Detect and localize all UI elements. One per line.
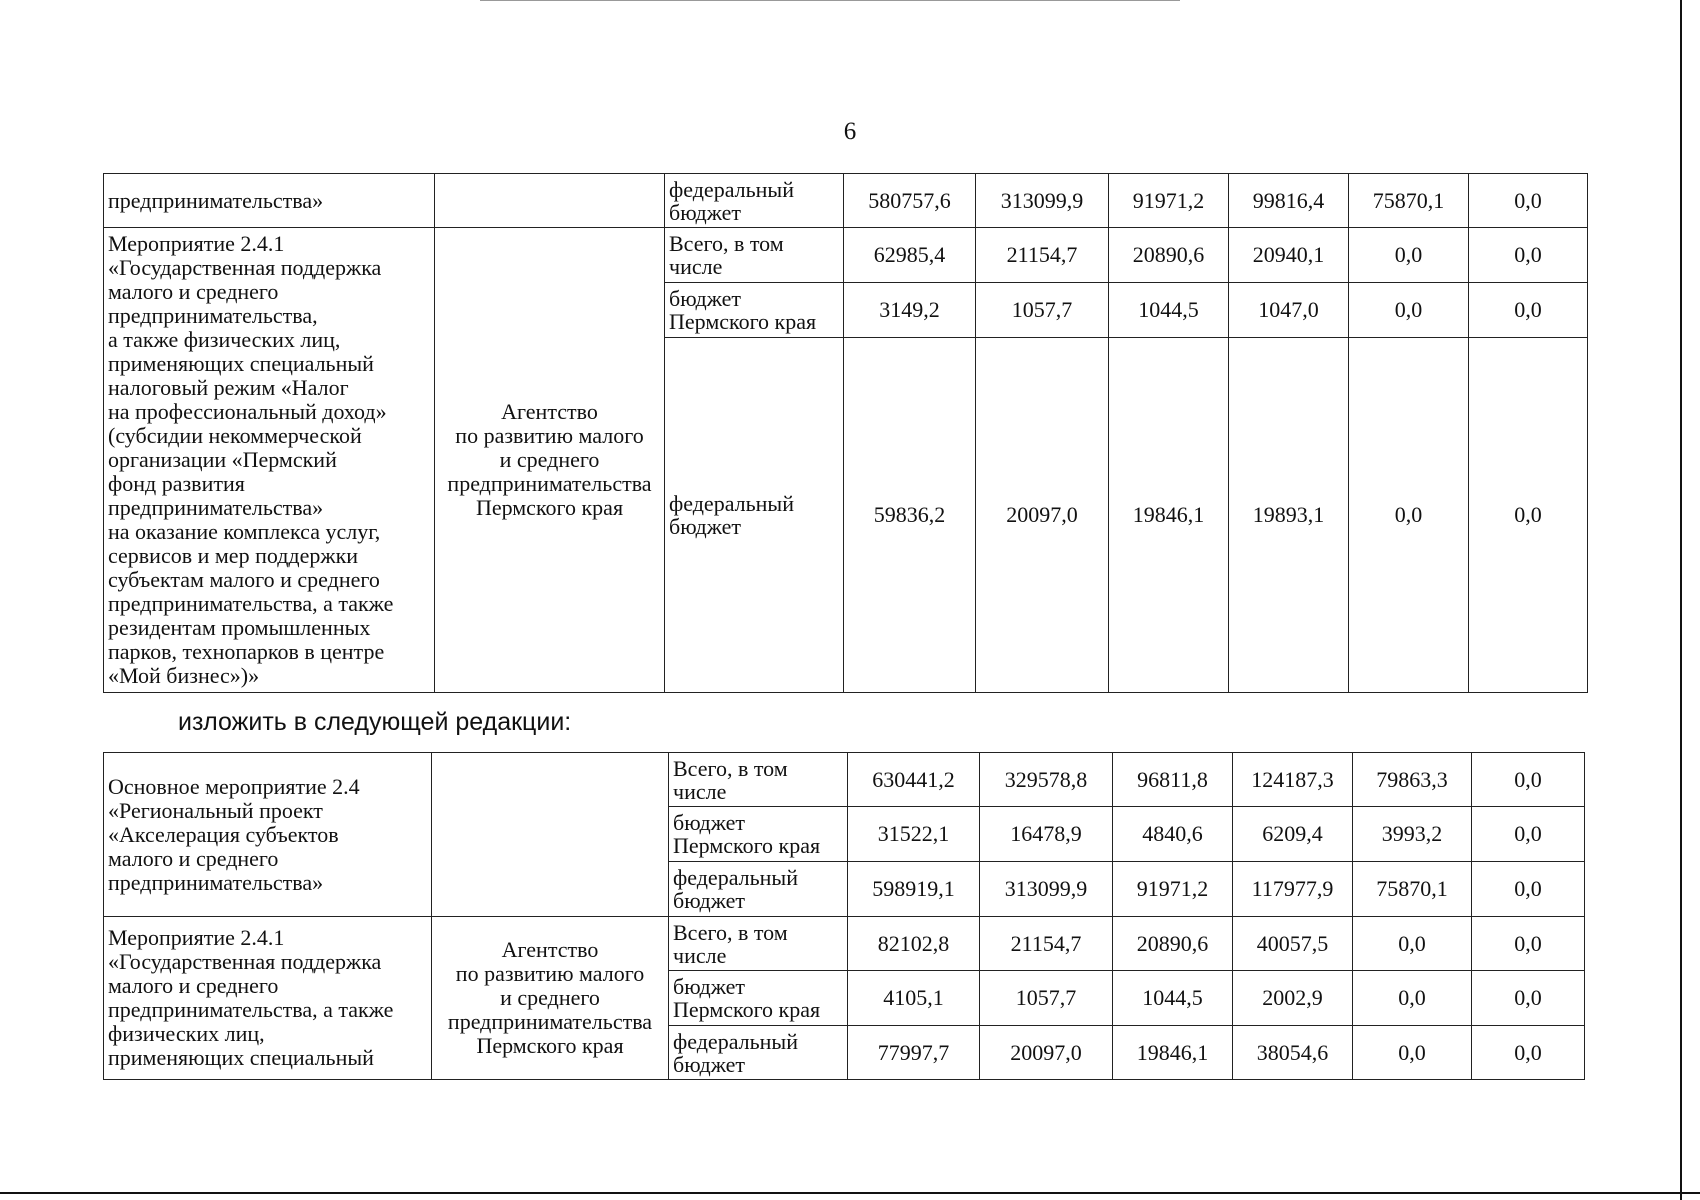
funding-source-cell: федеральный бюджет: [665, 338, 844, 693]
value-cell: 82102,8: [848, 917, 980, 971]
value-cell: 0,0: [1472, 917, 1585, 971]
value-cell: 0,0: [1349, 228, 1469, 283]
value-cell: 19893,1: [1229, 338, 1349, 693]
value-cell: 3993,2: [1353, 807, 1472, 862]
value-cell: 21154,7: [980, 917, 1113, 971]
value-cell: 6209,4: [1233, 807, 1353, 862]
value-cell: 96811,8: [1113, 753, 1233, 807]
value-cell: 31522,1: [848, 807, 980, 862]
funding-source-cell: федеральный бюджет: [669, 1026, 848, 1080]
scan-right-edge: [1680, 0, 1682, 1200]
value-cell: 0,0: [1353, 917, 1472, 971]
activity-name-cell: Основное мероприятие 2.4 «Региональный проект «Акселерация субъектов малого и среднего предпринимательства»: [104, 753, 432, 917]
funding-source-cell: бюджет Пермского края: [665, 283, 844, 338]
value-cell: 19846,1: [1113, 1026, 1233, 1080]
value-cell: 630441,2: [848, 753, 980, 807]
value-cell: 99816,4: [1229, 174, 1349, 228]
value-cell: 598919,1: [848, 862, 980, 917]
value-cell: 91971,2: [1113, 862, 1233, 917]
value-cell: 0,0: [1472, 1026, 1585, 1080]
value-cell: 313099,9: [976, 174, 1109, 228]
funding-source-cell: федеральный бюджет: [665, 174, 844, 228]
value-cell: 91971,2: [1109, 174, 1229, 228]
executor-cell: [435, 174, 665, 228]
funding-source-cell: Всего, в том числе: [669, 917, 848, 971]
funding-source-cell: федеральный бюджет: [669, 862, 848, 917]
table-row: [104, 917, 1585, 971]
executor-cell: [432, 753, 669, 917]
value-cell: 0,0: [1353, 1026, 1472, 1080]
budget-table-revised: [103, 752, 1585, 1080]
value-cell: 75870,1: [1353, 862, 1472, 917]
value-cell: 0,0: [1472, 807, 1585, 862]
funding-source-cell: Всего, в том числе: [665, 228, 844, 283]
value-cell: 1044,5: [1113, 971, 1233, 1026]
value-cell: 580757,6: [844, 174, 976, 228]
value-cell: 1047,0: [1229, 283, 1349, 338]
value-cell: 16478,9: [980, 807, 1113, 862]
scan-bottom-edge: [0, 1192, 1700, 1194]
budget-table-original: [103, 173, 1588, 693]
value-cell: 38054,6: [1233, 1026, 1353, 1080]
value-cell: 77997,7: [848, 1026, 980, 1080]
value-cell: 75870,1: [1349, 174, 1469, 228]
section-note: изложить в следующей редакции:: [178, 708, 572, 736]
table-row: [104, 228, 1588, 283]
executor-cell: Агентство по развитию малого и среднего предпринимательства Пермского края: [435, 228, 665, 693]
value-cell: 1057,7: [976, 283, 1109, 338]
activity-name-cell: предпринимательства»: [104, 174, 435, 228]
value-cell: 0,0: [1349, 283, 1469, 338]
value-cell: 0,0: [1349, 338, 1469, 693]
value-cell: 4105,1: [848, 971, 980, 1026]
value-cell: 62985,4: [844, 228, 976, 283]
activity-name-cell: Мероприятие 2.4.1 «Государственная поддержка малого и среднего предпринимательства, а также физических лиц, применяющих специальный налоговый режим «Налог на профессиональный доход» (субсидии некоммерческой организации «Пермский фонд развития предпринимательства» на оказание комплекса услуг, сервисов и мер поддержки субъектам малого и среднего предпринимательства, а также резидентам промышленных парков, технопарков в центре «Мой бизнес»)»: [104, 228, 435, 693]
value-cell: 329578,8: [980, 753, 1113, 807]
value-cell: 20940,1: [1229, 228, 1349, 283]
value-cell: 117977,9: [1233, 862, 1353, 917]
value-cell: 0,0: [1472, 971, 1585, 1026]
value-cell: 4840,6: [1113, 807, 1233, 862]
value-cell: 20890,6: [1109, 228, 1229, 283]
value-cell: 0,0: [1469, 338, 1588, 693]
value-cell: 20097,0: [976, 338, 1109, 693]
value-cell: 40057,5: [1233, 917, 1353, 971]
table-row: [104, 753, 1585, 807]
value-cell: 79863,3: [1353, 753, 1472, 807]
value-cell: 21154,7: [976, 228, 1109, 283]
value-cell: 0,0: [1469, 228, 1588, 283]
table-row: [104, 174, 1588, 228]
funding-source-cell: Всего, в том числе: [669, 753, 848, 807]
value-cell: 0,0: [1472, 862, 1585, 917]
value-cell: 1044,5: [1109, 283, 1229, 338]
value-cell: 0,0: [1472, 753, 1585, 807]
value-cell: 3149,2: [844, 283, 976, 338]
value-cell: 0,0: [1469, 283, 1588, 338]
value-cell: 313099,9: [980, 862, 1113, 917]
value-cell: 1057,7: [980, 971, 1113, 1026]
value-cell: 0,0: [1353, 971, 1472, 1026]
funding-source-cell: бюджет Пермского края: [669, 971, 848, 1026]
value-cell: 59836,2: [844, 338, 976, 693]
activity-name-cell: Мероприятие 2.4.1 «Государственная поддержка малого и среднего предпринимательства, а также физических лиц, применяющих специальный: [104, 917, 432, 1080]
value-cell: 20890,6: [1113, 917, 1233, 971]
scan-top-edge: [480, 0, 1180, 1]
value-cell: 0,0: [1469, 174, 1588, 228]
value-cell: 20097,0: [980, 1026, 1113, 1080]
page-number: 6: [843, 118, 857, 145]
value-cell: 124187,3: [1233, 753, 1353, 807]
value-cell: 2002,9: [1233, 971, 1353, 1026]
funding-source-cell: бюджет Пермского края: [669, 807, 848, 862]
executor-cell: Агентство по развитию малого и среднего предпринимательства Пермского края: [432, 917, 669, 1080]
value-cell: 19846,1: [1109, 338, 1229, 693]
